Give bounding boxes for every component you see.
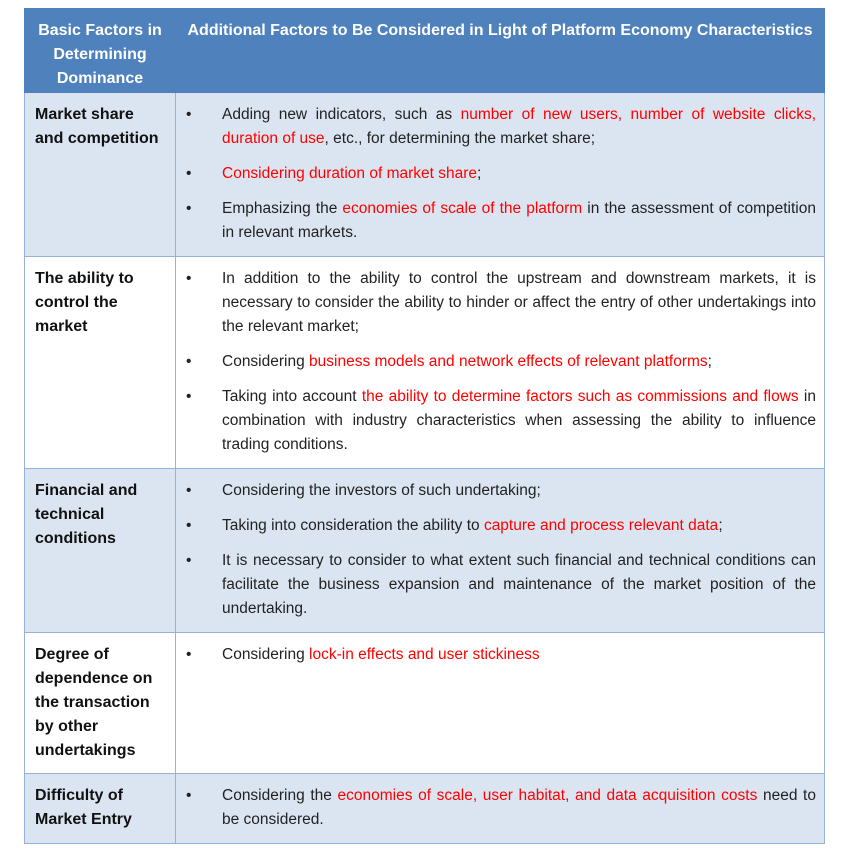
list-item [176, 514, 816, 538]
list-item [176, 479, 816, 503]
additional-factors-cell [176, 633, 825, 774]
additional-factors-cell [176, 469, 825, 633]
highlighted-text: number of new users, number of website clicks, duration of use [222, 106, 817, 147]
list-item [176, 385, 816, 457]
text-segment: need to be considered. [222, 787, 816, 828]
list-item [176, 643, 816, 667]
additional-factors-cell [176, 257, 825, 469]
highlighted-text: economies of scale, user habitat, and data acquisition costs [337, 787, 758, 804]
text-segment: Emphasizing the [222, 200, 343, 217]
text-segment: Taking into account [222, 388, 362, 405]
text-segment: ; [707, 353, 712, 370]
header-additional-factors: Additional Factors to Be Considered in Light of Platform Economy Characteristics [176, 9, 825, 93]
text-segment: , etc., for determining the market share; [324, 130, 596, 147]
header-basic-factors: Basic Factors in Determining Dominance [25, 9, 176, 93]
basic-factor: Market share and competition [25, 93, 176, 257]
text-segment: in combination with industry characteristics when assessing the ability to influence trading conditions. [222, 388, 816, 453]
bullet-icon: • [186, 165, 192, 182]
bullet-icon: • [186, 517, 192, 534]
highlighted-text: business models and network effects of relevant platforms [309, 353, 708, 370]
table-row [25, 469, 825, 633]
list-item [176, 350, 816, 374]
header-row [25, 9, 825, 93]
highlighted-text: the ability to determine factors such as commissions and flows [361, 388, 799, 405]
bullet-icon: • [186, 787, 192, 804]
table-row [25, 257, 825, 469]
basic-factor: Financial and technical conditions [25, 469, 176, 633]
list-item [176, 162, 816, 186]
bullet-icon: • [186, 646, 192, 663]
text-segment: Considering the investors of such undertaking; [222, 482, 541, 499]
text-segment: It is necessary to consider to what extent such financial and technical conditions can facilitate the business expansion and maintenance of the market position of the undertaking. [222, 552, 816, 617]
bullet-icon: • [186, 106, 192, 123]
list-item [176, 103, 816, 151]
list-item [176, 784, 816, 832]
list-item [176, 549, 816, 621]
text-segment: In addition to the ability to control the upstream and downstream markets, it is necessary to consider the ability to hinder or affect the entry of other undertakings into the relevant market; [222, 270, 816, 335]
table-row [25, 93, 825, 257]
basic-factor: The ability to control the market [25, 257, 176, 469]
bullet-list [176, 784, 816, 832]
bullet-list [176, 103, 816, 245]
text-segment: ; [718, 517, 723, 534]
additional-factors-cell [176, 774, 825, 844]
bullet-icon: • [186, 200, 192, 217]
highlighted-text: Considering duration of market share [222, 165, 478, 182]
additional-factors-cell [176, 93, 825, 257]
dominance-factors-table [24, 8, 825, 844]
bullet-icon: • [186, 388, 192, 405]
basic-factor: Difficulty of Market Entry [25, 774, 176, 844]
highlighted-text: lock-in effects and user stickiness [309, 646, 540, 663]
list-item [176, 267, 816, 339]
table-row [25, 633, 825, 774]
basic-factor: Degree of dependence on the transaction by other undertakings [25, 633, 176, 774]
text-segment: Taking into consideration the ability to [222, 517, 484, 534]
bullet-icon: • [186, 353, 192, 370]
bullet-list [176, 479, 816, 621]
bullet-icon: • [186, 552, 192, 569]
list-item [176, 197, 816, 245]
text-segment: ; [477, 165, 482, 182]
bullet-list [176, 267, 816, 457]
bullet-icon: • [186, 270, 192, 287]
text-segment: Considering the [222, 787, 338, 804]
bullet-list [176, 643, 816, 667]
highlighted-text: capture and process relevant data [483, 517, 719, 534]
text-segment: in the assessment of competition in relevant markets. [222, 200, 816, 241]
text-segment: Considering [222, 353, 310, 370]
text-segment: Adding new indicators, such as [222, 106, 461, 123]
text-segment: Considering [222, 646, 310, 663]
bullet-icon: • [186, 482, 192, 499]
table-row [25, 774, 825, 844]
highlighted-text: economies of scale of the platform [342, 200, 583, 217]
